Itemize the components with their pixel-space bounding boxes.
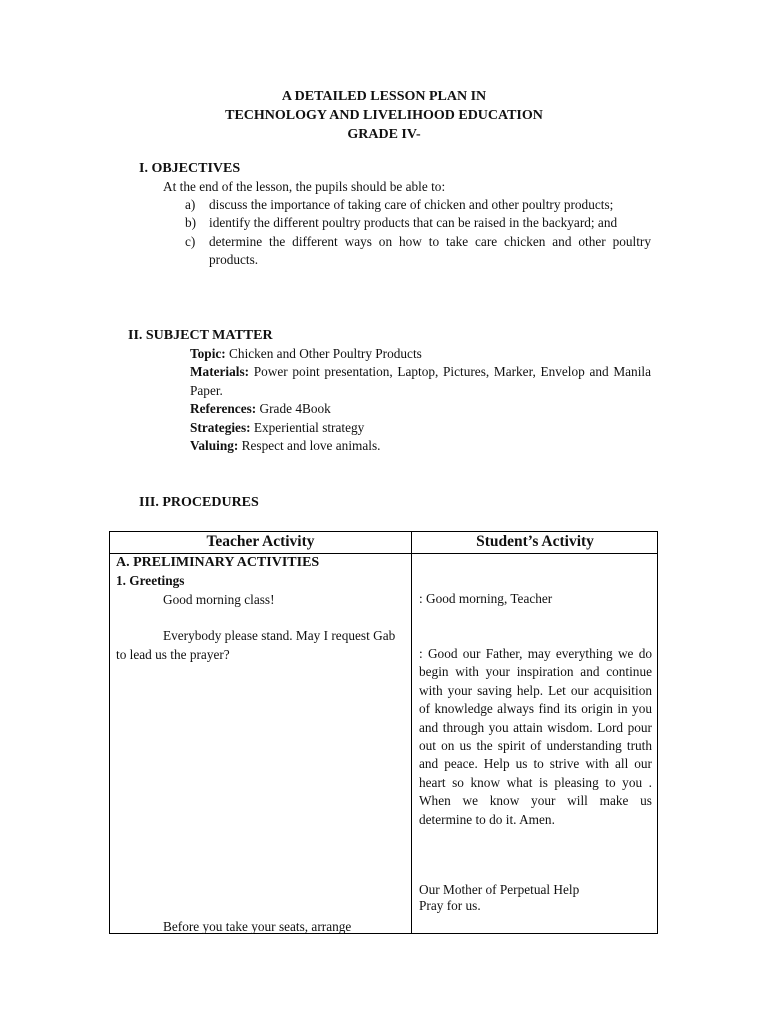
objective-item: [185, 196, 651, 214]
subject-field-references: [190, 400, 651, 418]
field-label: Materials:: [190, 364, 250, 380]
subject-field-topic: [190, 345, 651, 363]
title-line-3: GRADE IV-: [347, 127, 421, 142]
objectives-list: [185, 196, 651, 270]
column-header-teacher: Teacher Activity: [206, 533, 315, 550]
subject-matter-fields: [190, 345, 651, 455]
title-line-1: A DETAILED LESSON PLAN IN: [281, 89, 487, 104]
teacher-prayer-request: Everybody please stand. May I request Gab to lead us the prayer?: [116, 628, 396, 662]
objectives-heading: I. OBJECTIVES: [139, 161, 241, 176]
objective-letter: b): [185, 215, 197, 231]
subject-matter-heading: II. SUBJECT MATTER: [128, 328, 273, 343]
column-header-student: Student’s Activity: [476, 533, 594, 550]
objective-letter: a): [185, 197, 196, 212]
field-value: Power point presentation, Laptop, Pictures, Marker, Envelop and Manila Paper.: [190, 364, 651, 398]
objectives-intro: At the end of the lesson, the pupils should be able to:: [163, 179, 446, 194]
column-divider: [411, 532, 412, 933]
teacher-activity-cell: [116, 554, 405, 934]
student-pray-line: Pray for us.: [419, 898, 481, 913]
student-mother-line: Our Mother of Perpetual Help: [419, 882, 580, 897]
field-label: Topic:: [190, 346, 226, 361]
subject-field-materials: [190, 363, 651, 400]
objective-item: [185, 233, 651, 270]
procedures-table: [109, 531, 658, 934]
objective-text: determine the different ways on how to take care chicken and other poultry products.: [209, 233, 651, 268]
field-label: Valuing:: [190, 438, 239, 454]
objective-text: identify the different poultry products that can be raised in the backyard; and: [209, 215, 618, 231]
procedures-heading: III. PROCEDURES: [139, 495, 259, 510]
title-line-2: TECHNOLOGY AND LIVELIHOOD EDUCATION: [225, 108, 543, 123]
student-greeting: : Good morning, Teacher: [419, 591, 553, 606]
section-a-heading: A. PRELIMINARY ACTIVITIES: [116, 555, 320, 570]
table-header-row: [110, 532, 657, 554]
field-value: Experiential strategy: [253, 419, 365, 435]
objective-letter: c): [185, 233, 196, 249]
teacher-greeting: Good morning class!: [163, 591, 275, 607]
field-value: Respect and love animals.: [241, 438, 381, 454]
field-label: Strategies:: [190, 419, 251, 435]
student-prayer: : Good our Father, may everything we do begin with your inspiration and continue with your saving help. Let our acquisition of knowledge always find its origin in you and through you attain wisdom. Lord pour out on us the spirit of understanding truth and peace. Help us to strive with all our heart so know what is pleasing to you . When we know your will make us determine to do it. Amen.: [419, 646, 652, 827]
field-value: Grade 4Book: [259, 401, 331, 417]
teacher-seats-instruction: Before you take your seats, arrange: [163, 919, 352, 934]
field-value: Chicken and Other Poultry Products: [229, 346, 422, 361]
document-title: [0, 87, 768, 144]
field-label: References:: [190, 401, 257, 417]
greetings-heading: 1. Greetings: [116, 573, 185, 589]
subject-field-valuing: [190, 437, 651, 455]
objective-item: [185, 214, 651, 232]
subject-field-strategies: [190, 419, 651, 437]
objective-text: discuss the importance of taking care of chicken and other poultry products;: [209, 197, 614, 212]
